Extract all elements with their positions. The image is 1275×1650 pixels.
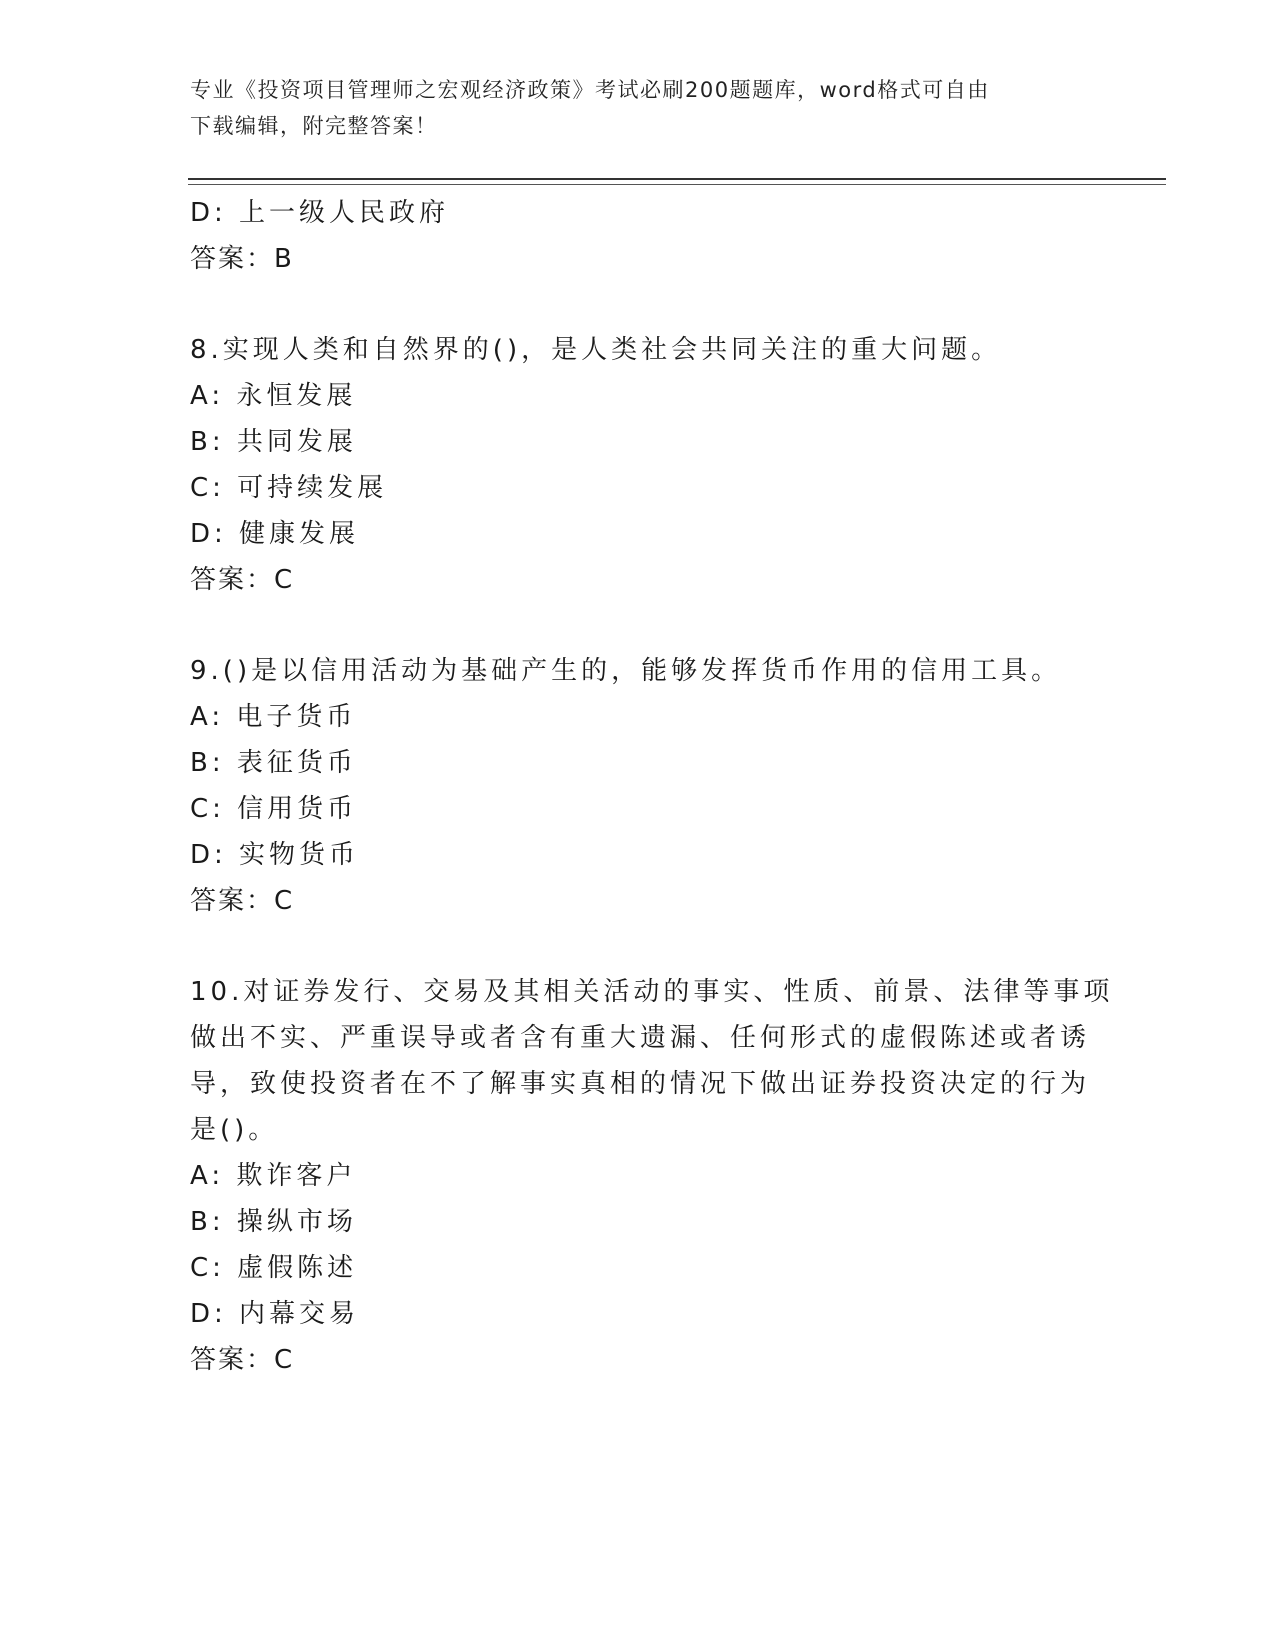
question-list (190, 190, 1114, 1383)
q9-answer: 答案：C (190, 886, 295, 916)
q8-option-d: D: 健康发展 (190, 519, 360, 549)
header-rule-thick (188, 178, 1166, 180)
q10-option-d: D: 内幕交易 (190, 1299, 360, 1329)
q10-stem-line-3: 导，致使投资者在不了解事实真相的情况下做出证券投资决定的行为 (190, 1069, 1091, 1099)
q7-option-d: D: 上一级人民政府 (190, 198, 450, 228)
q10-option-c: C: 虚假陈述 (190, 1253, 358, 1283)
header-line-1: 专业《投资项目管理师之宏观经济政策》考试必刷200题题库，word格式可自由 (190, 78, 990, 102)
q7-answer: 答案：B (190, 244, 294, 274)
q9-option-b: B: 表征货币 (190, 748, 357, 778)
document-header (190, 72, 1090, 144)
q9-option-a: A: 电子货币 (190, 702, 357, 732)
q8-stem: 8.实现人类和自然界的()，是人类社会共同关注的重大问题。 (190, 335, 1002, 365)
q10-option-a: A: 欺诈客户 (190, 1161, 357, 1191)
q9-stem: 9.()是以信用活动为基础产生的，能够发挥货币作用的信用工具。 (190, 656, 1062, 686)
q9-option-d: D: 实物货币 (190, 840, 360, 870)
q9-option-c: C: 信用货币 (190, 794, 358, 824)
q8-option-b: B: 共同发展 (190, 427, 357, 457)
q10-option-b: B: 操纵市场 (190, 1207, 357, 1237)
q8-option-c: C: 可持续发展 (190, 473, 388, 503)
q8-answer: 答案：C (190, 565, 295, 595)
q8-option-a: A: 永恒发展 (190, 381, 357, 411)
header-rule-thin (188, 184, 1166, 185)
header-line-2: 下载编辑，附完整答案！ (190, 114, 438, 138)
q10-stem-line-2: 做出不实、严重误导或者含有重大遗漏、任何形式的虚假陈述或者诱 (190, 1023, 1091, 1053)
q10-answer: 答案：C (190, 1345, 295, 1375)
q10-stem-line-1: 10.对证券发行、交易及其相关活动的事实、性质、前景、法律等事项 (190, 977, 1114, 1007)
q10-stem-line-4: 是()。 (190, 1115, 279, 1145)
